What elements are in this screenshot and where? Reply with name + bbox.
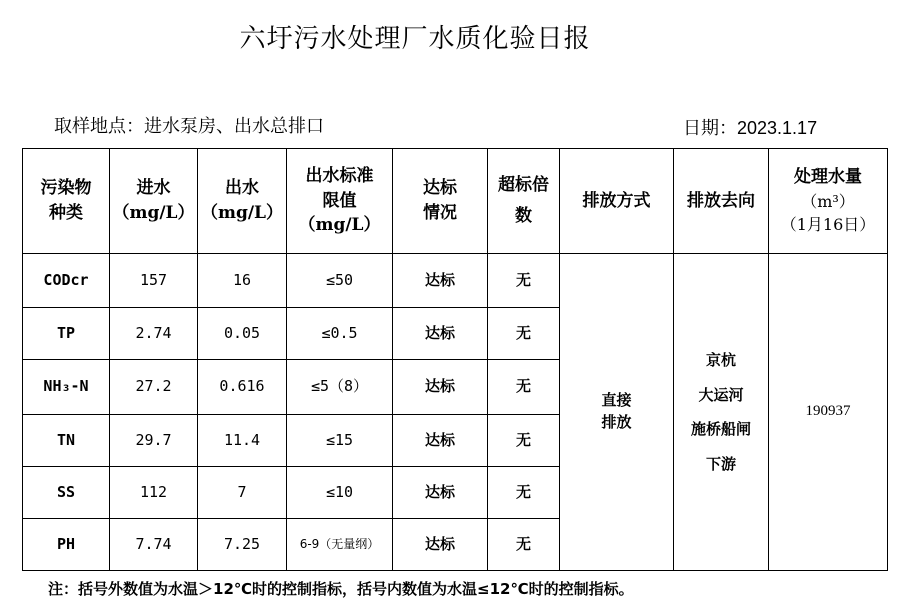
header-limit: 出水标准 限值 （mg/L）: [287, 149, 393, 254]
treated-volume: 190937: [769, 254, 888, 571]
header-status: 达标 情况: [393, 149, 488, 254]
limit-value: ≤10: [287, 467, 393, 519]
report-date: 日期：2023.1.17: [683, 118, 818, 138]
report-title: 六圩污水处理厂水质化验日报: [239, 24, 591, 54]
status-value: 达标: [393, 308, 488, 360]
discharge-method-cell: 直接 排放: [560, 254, 674, 571]
exceed-value: 无: [488, 415, 560, 467]
limit-value: ≤50: [287, 254, 393, 308]
status-value: 达标: [393, 360, 488, 415]
water-quality-table: [22, 148, 888, 571]
outlet-value: 11.4: [198, 415, 287, 467]
inlet-value: 112: [110, 467, 198, 519]
inlet-value: 29.7: [110, 415, 198, 467]
inlet-value: 2.74: [110, 308, 198, 360]
footnote: 注：括号外数值为水温＞12℃时的控制指标，括号内数值为水温≤12℃时的控制指标。: [48, 580, 634, 598]
header-volume: 处理水量 （m³） （1月16日）: [769, 149, 888, 254]
pollutant-name: SS: [23, 467, 110, 519]
outlet-value: 16: [198, 254, 287, 308]
exceed-value: 无: [488, 519, 560, 571]
inlet-value: 157: [110, 254, 198, 308]
pollutant-name: CODcr: [23, 254, 110, 308]
header-pollutant: 污染物 种类: [23, 149, 110, 254]
exceed-value: 无: [488, 360, 560, 415]
header-exceed: 超标倍 数: [488, 149, 560, 254]
header-discharge-to: 排放去向: [674, 149, 769, 254]
limit-value: ≤0.5: [287, 308, 393, 360]
status-value: 达标: [393, 415, 488, 467]
status-value: 达标: [393, 254, 488, 308]
exceed-value: 无: [488, 308, 560, 360]
outlet-value: 7: [198, 467, 287, 519]
limit-value: 6-9（无量纲）: [287, 519, 393, 571]
pollutant-name: TN: [23, 415, 110, 467]
outlet-value: 7.25: [198, 519, 287, 571]
sampling-location: 取样地点：进水泵房、出水总排口: [54, 116, 324, 137]
inlet-value: 27.2: [110, 360, 198, 415]
outlet-value: 0.05: [198, 308, 287, 360]
header-row: [23, 149, 888, 254]
outlet-value: 0.616: [198, 360, 287, 415]
header-outlet: 出水 （mg/L）: [198, 149, 287, 254]
exceed-value: 无: [488, 254, 560, 308]
header-discharge-method: 排放方式: [560, 149, 674, 254]
pollutant-name: NH₃-N: [23, 360, 110, 415]
discharge-to-cell: 京杭 大运河 施桥船闸 下游: [674, 254, 769, 571]
table-row: [23, 254, 888, 308]
header-inlet: 进水 （mg/L）: [110, 149, 198, 254]
inlet-value: 7.74: [110, 519, 198, 571]
limit-value: ≤15: [287, 415, 393, 467]
exceed-value: 无: [488, 467, 560, 519]
pollutant-name: PH: [23, 519, 110, 571]
status-value: 达标: [393, 519, 488, 571]
status-value: 达标: [393, 467, 488, 519]
pollutant-name: TP: [23, 308, 110, 360]
limit-value: ≤5（8）: [287, 360, 393, 415]
